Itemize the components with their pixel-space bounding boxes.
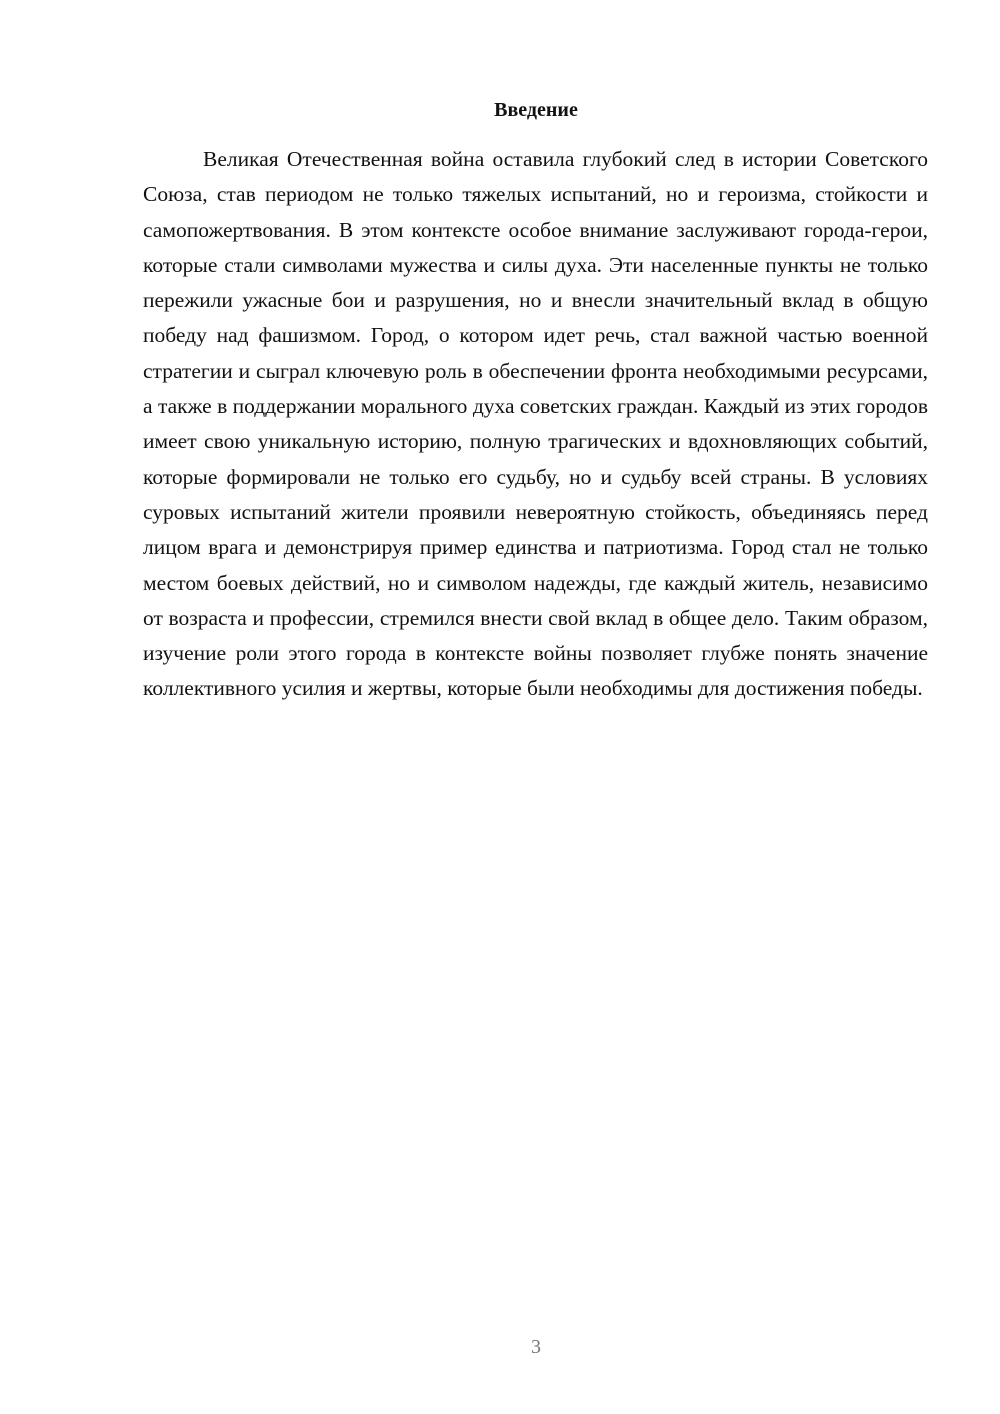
section-heading: Введение [494,99,578,121]
body-paragraph: Великая Отечественная война оставила глубокий след в истории Советского Союза, став периодом не только тяжелых испытаний, но и героизма, стойкости и самопожертвования. В этом контексте особое внимание заслуживают города-герои, которые стали символами мужества и силы духа. Эти населенные пункты не только пережили ужасные бои и разрушения, но и внесли значительный вклад в общую победу над фашизмом. Город, о котором идет речь, стал важной частью военной стратегии и сыграл ключевую роль в обеспечении фронта необходимыми ресурсами, а также в поддержании морального духа советских граждан. Каждый из этих городов имеет свою уникальную историю, полную трагических и вдохновляющих событий, которые формировали не только его судьбу, но и судьбу всей страны. В условиях суровых испытаний жители проявили невероятную стойкость, объединяясь перед лицом врага и демонстрируя пример единства и патриотизма. Город стал не только местом боевых действий, но и символом надежды, где каждый житель, независимо от возраста и профессии, стремился внести свой вклад в общее дело. Таким образом, изучение роли этого города в контексте войны позволяет глубже понять значение коллективного усилия и жертвы, которые были необходимы для достижения победы. [143,147,928,701]
page-number: 3 [531,1336,541,1358]
